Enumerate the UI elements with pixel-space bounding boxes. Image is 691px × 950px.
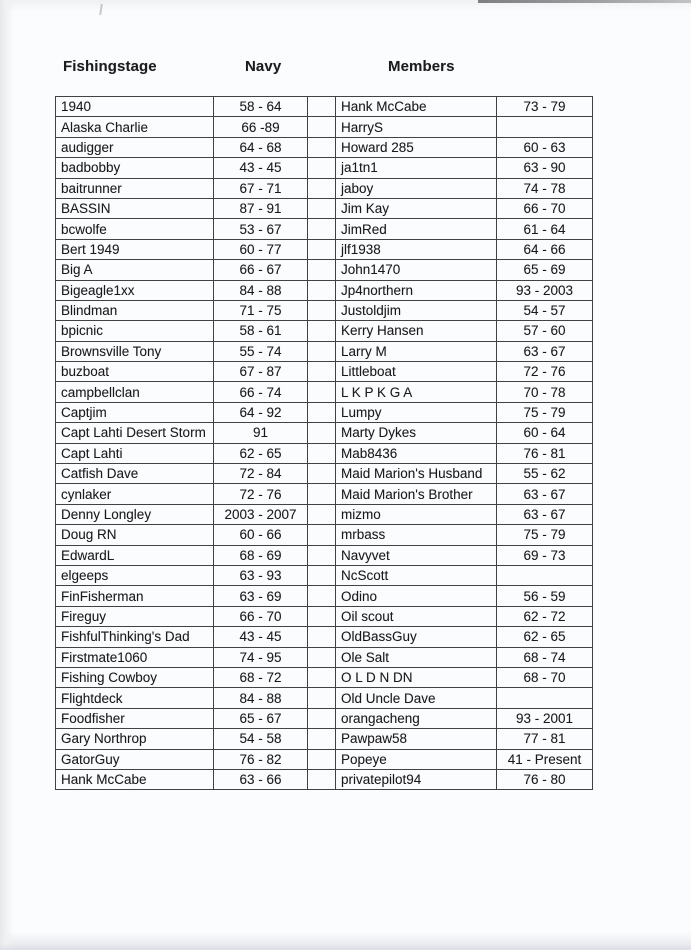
table-row: [56, 443, 593, 463]
right-member-name: O L D N DN: [336, 667, 497, 687]
left-member-name: Flightdeck: [56, 688, 214, 708]
right-member-years: 74 - 78: [497, 178, 593, 198]
left-member-name: Fireguy: [56, 606, 214, 626]
left-member-years: 66 - 70: [214, 606, 308, 626]
right-member-name: Old Uncle Dave: [336, 688, 497, 708]
spacer-cell: [308, 606, 336, 626]
table-row: [56, 749, 593, 769]
left-member-years: 62 - 65: [214, 443, 308, 463]
spacer-cell: [308, 464, 336, 484]
left-member-name: audigger: [56, 137, 214, 157]
table-row: [56, 219, 593, 239]
right-member-name: mrbass: [336, 525, 497, 545]
right-member-years: 93 - 2003: [497, 280, 593, 300]
left-member-years: 66 - 67: [214, 260, 308, 280]
table-row: [56, 545, 593, 565]
right-member-name: NcScott: [336, 565, 497, 585]
right-member-name: Hank McCabe: [336, 97, 497, 117]
left-member-name: bpicnic: [56, 321, 214, 341]
right-member-name: Lumpy: [336, 402, 497, 422]
right-member-years: 63 - 90: [497, 158, 593, 178]
left-member-name: 1940: [56, 97, 214, 117]
left-member-years: 76 - 82: [214, 749, 308, 769]
right-member-name: Popeye: [336, 749, 497, 769]
spacer-cell: [308, 769, 336, 789]
right-member-name: Littleboat: [336, 362, 497, 382]
left-member-name: Catfish Dave: [56, 464, 214, 484]
left-member-name: FishfulThinking's Dad: [56, 627, 214, 647]
table-row: [56, 117, 593, 137]
column-header-fishingstage: Fishingstage: [63, 58, 157, 75]
left-member-years: 2003 - 2007: [214, 504, 308, 524]
spacer-cell: [308, 504, 336, 524]
spacer-cell: [308, 484, 336, 504]
left-member-years: 66 - 74: [214, 382, 308, 402]
right-member-name: Marty Dykes: [336, 423, 497, 443]
left-member-years: 68 - 69: [214, 545, 308, 565]
left-member-years: 43 - 45: [214, 158, 308, 178]
right-member-years: 77 - 81: [497, 729, 593, 749]
table-row: [56, 239, 593, 259]
table-row: [56, 627, 593, 647]
spacer-cell: [308, 117, 336, 137]
left-member-name: buzboat: [56, 362, 214, 382]
left-member-years: 63 - 69: [214, 586, 308, 606]
spacer-cell: [308, 402, 336, 422]
right-member-years: 63 - 67: [497, 484, 593, 504]
spacer-cell: [308, 382, 336, 402]
spacer-cell: [308, 137, 336, 157]
left-member-years: 66 -89: [214, 117, 308, 137]
table-row: [56, 647, 593, 667]
left-member-years: 65 - 67: [214, 708, 308, 728]
right-member-years: 75 - 79: [497, 402, 593, 422]
right-member-years: 93 - 2001: [497, 708, 593, 728]
table-row: [56, 484, 593, 504]
spacer-cell: [308, 219, 336, 239]
spacer-cell: [308, 627, 336, 647]
column-header-members: Members: [388, 58, 455, 75]
left-member-name: Alaska Charlie: [56, 117, 214, 137]
right-member-years: 60 - 64: [497, 423, 593, 443]
spacer-cell: [308, 158, 336, 178]
right-member-name: Justoldjim: [336, 300, 497, 320]
scan-bottom-edge: [0, 944, 691, 950]
table-row: [56, 729, 593, 749]
spacer-cell: [308, 321, 336, 341]
table-row: [56, 362, 593, 382]
table-row: [56, 525, 593, 545]
left-member-name: cynlaker: [56, 484, 214, 504]
spacer-cell: [308, 729, 336, 749]
left-member-name: Hank McCabe: [56, 769, 214, 789]
table-row: [56, 606, 593, 626]
table-row: [56, 260, 593, 280]
scan-speck-artifact: [99, 4, 103, 15]
left-member-years: 60 - 77: [214, 239, 308, 259]
right-member-years: [497, 565, 593, 585]
right-member-name: mizmo: [336, 504, 497, 524]
right-member-name: Oil scout: [336, 606, 497, 626]
spacer-cell: [308, 423, 336, 443]
left-member-name: badbobby: [56, 158, 214, 178]
right-member-years: 41 - Present: [497, 749, 593, 769]
table-row: [56, 586, 593, 606]
right-member-years: 63 - 67: [497, 504, 593, 524]
right-member-name: Navyvet: [336, 545, 497, 565]
right-member-name: orangacheng: [336, 708, 497, 728]
right-member-name: Jp4northern: [336, 280, 497, 300]
left-member-name: Firstmate1060: [56, 647, 214, 667]
right-member-years: 64 - 66: [497, 239, 593, 259]
spacer-cell: [308, 300, 336, 320]
left-member-years: 63 - 93: [214, 565, 308, 585]
right-member-years: 76 - 81: [497, 443, 593, 463]
spacer-cell: [308, 688, 336, 708]
right-member-name: jaboy: [336, 178, 497, 198]
right-member-years: 56 - 59: [497, 586, 593, 606]
right-member-years: 55 - 62: [497, 464, 593, 484]
spacer-cell: [308, 260, 336, 280]
right-member-years: 68 - 70: [497, 667, 593, 687]
left-member-years: 43 - 45: [214, 627, 308, 647]
right-member-years: 57 - 60: [497, 321, 593, 341]
right-member-name: ja1tn1: [336, 158, 497, 178]
left-member-years: 67 - 71: [214, 178, 308, 198]
spacer-cell: [308, 239, 336, 259]
table-row: [56, 198, 593, 218]
left-member-name: bcwolfe: [56, 219, 214, 239]
table-row: [56, 565, 593, 585]
left-member-name: Big A: [56, 260, 214, 280]
right-member-name: OldBassGuy: [336, 627, 497, 647]
spacer-cell: [308, 749, 336, 769]
spacer-cell: [308, 97, 336, 117]
table-row: [56, 708, 593, 728]
left-member-years: 91: [214, 423, 308, 443]
right-member-years: 54 - 57: [497, 300, 593, 320]
right-member-years: [497, 117, 593, 137]
right-member-name: privatepilot94: [336, 769, 497, 789]
right-member-name: Ole Salt: [336, 647, 497, 667]
column-header-navy: Navy: [245, 58, 282, 75]
table-row: [56, 667, 593, 687]
right-member-years: 62 - 65: [497, 627, 593, 647]
left-member-name: Foodfisher: [56, 708, 214, 728]
left-member-years: 72 - 84: [214, 464, 308, 484]
right-member-years: 60 - 63: [497, 137, 593, 157]
left-member-name: campbellclan: [56, 382, 214, 402]
right-member-name: JimRed: [336, 219, 497, 239]
left-member-years: 58 - 64: [214, 97, 308, 117]
spacer-cell: [308, 586, 336, 606]
right-member-years: 68 - 74: [497, 647, 593, 667]
left-member-years: 60 - 66: [214, 525, 308, 545]
right-member-years: [497, 688, 593, 708]
right-member-name: Jim Kay: [336, 198, 497, 218]
left-member-name: Brownsville Tony: [56, 341, 214, 361]
right-member-years: 70 - 78: [497, 382, 593, 402]
table-row: [56, 504, 593, 524]
left-member-name: baitrunner: [56, 178, 214, 198]
right-member-years: 73 - 79: [497, 97, 593, 117]
right-member-years: 66 - 70: [497, 198, 593, 218]
left-member-name: Bert 1949: [56, 239, 214, 259]
table-row: [56, 769, 593, 789]
table-row: [56, 97, 593, 117]
spacer-cell: [308, 545, 336, 565]
right-member-name: Mab8436: [336, 443, 497, 463]
right-member-years: 69 - 73: [497, 545, 593, 565]
spacer-cell: [308, 341, 336, 361]
left-member-years: 63 - 66: [214, 769, 308, 789]
left-member-name: BASSIN: [56, 198, 214, 218]
spacer-cell: [308, 525, 336, 545]
right-member-years: 62 - 72: [497, 606, 593, 626]
table-row: [56, 300, 593, 320]
left-member-name: Gary Northrop: [56, 729, 214, 749]
right-member-name: John1470: [336, 260, 497, 280]
table-row: [56, 382, 593, 402]
left-member-name: Bigeagle1xx: [56, 280, 214, 300]
left-member-years: 53 - 67: [214, 219, 308, 239]
right-member-name: Maid Marion's Brother: [336, 484, 497, 504]
left-member-years: 67 - 87: [214, 362, 308, 382]
spacer-cell: [308, 647, 336, 667]
table-row: [56, 158, 593, 178]
left-member-name: Capt Lahti: [56, 443, 214, 463]
right-member-years: 72 - 76: [497, 362, 593, 382]
spacer-cell: [308, 565, 336, 585]
left-member-years: 72 - 76: [214, 484, 308, 504]
left-member-name: Doug RN: [56, 525, 214, 545]
left-member-name: EdwardL: [56, 545, 214, 565]
left-member-name: GatorGuy: [56, 749, 214, 769]
right-member-name: Kerry Hansen: [336, 321, 497, 341]
right-member-name: Odino: [336, 586, 497, 606]
table-row: [56, 423, 593, 443]
right-member-name: Howard 285: [336, 137, 497, 157]
left-member-name: Blindman: [56, 300, 214, 320]
right-member-years: 61 - 64: [497, 219, 593, 239]
left-member-years: 54 - 58: [214, 729, 308, 749]
spacer-cell: [308, 362, 336, 382]
table-row: [56, 280, 593, 300]
left-member-name: Capt Lahti Desert Storm: [56, 423, 214, 443]
left-member-name: Captjim: [56, 402, 214, 422]
left-member-years: 84 - 88: [214, 688, 308, 708]
spacer-cell: [308, 280, 336, 300]
table-row: [56, 321, 593, 341]
right-member-years: 65 - 69: [497, 260, 593, 280]
table-row: [56, 137, 593, 157]
spacer-cell: [308, 667, 336, 687]
left-member-years: 71 - 75: [214, 300, 308, 320]
scan-edge-artifact: [478, 0, 691, 3]
right-member-years: 76 - 80: [497, 769, 593, 789]
left-member-years: 87 - 91: [214, 198, 308, 218]
spacer-cell: [308, 708, 336, 728]
table-row: [56, 178, 593, 198]
table-row: [56, 688, 593, 708]
table-row: [56, 402, 593, 422]
spacer-cell: [308, 443, 336, 463]
left-member-years: 58 - 61: [214, 321, 308, 341]
left-member-years: 64 - 68: [214, 137, 308, 157]
left-member-years: 64 - 92: [214, 402, 308, 422]
right-member-name: HarryS: [336, 117, 497, 137]
left-member-name: FinFisherman: [56, 586, 214, 606]
right-member-name: L K P K G A: [336, 382, 497, 402]
table-row: [56, 341, 593, 361]
right-member-name: Larry M: [336, 341, 497, 361]
left-member-years: 55 - 74: [214, 341, 308, 361]
left-member-years: 68 - 72: [214, 667, 308, 687]
left-member-years: 84 - 88: [214, 280, 308, 300]
roster-table: [55, 96, 593, 790]
right-member-years: 75 - 79: [497, 525, 593, 545]
right-member-name: jlf1938: [336, 239, 497, 259]
right-member-years: 63 - 67: [497, 341, 593, 361]
table-row: [56, 464, 593, 484]
spacer-cell: [308, 198, 336, 218]
right-member-name: Maid Marion's Husband: [336, 464, 497, 484]
right-member-name: Pawpaw58: [336, 729, 497, 749]
left-member-years: 74 - 95: [214, 647, 308, 667]
left-member-name: Fishing Cowboy: [56, 667, 214, 687]
spacer-cell: [308, 178, 336, 198]
left-member-name: elgeeps: [56, 565, 214, 585]
left-member-name: Denny Longley: [56, 504, 214, 524]
